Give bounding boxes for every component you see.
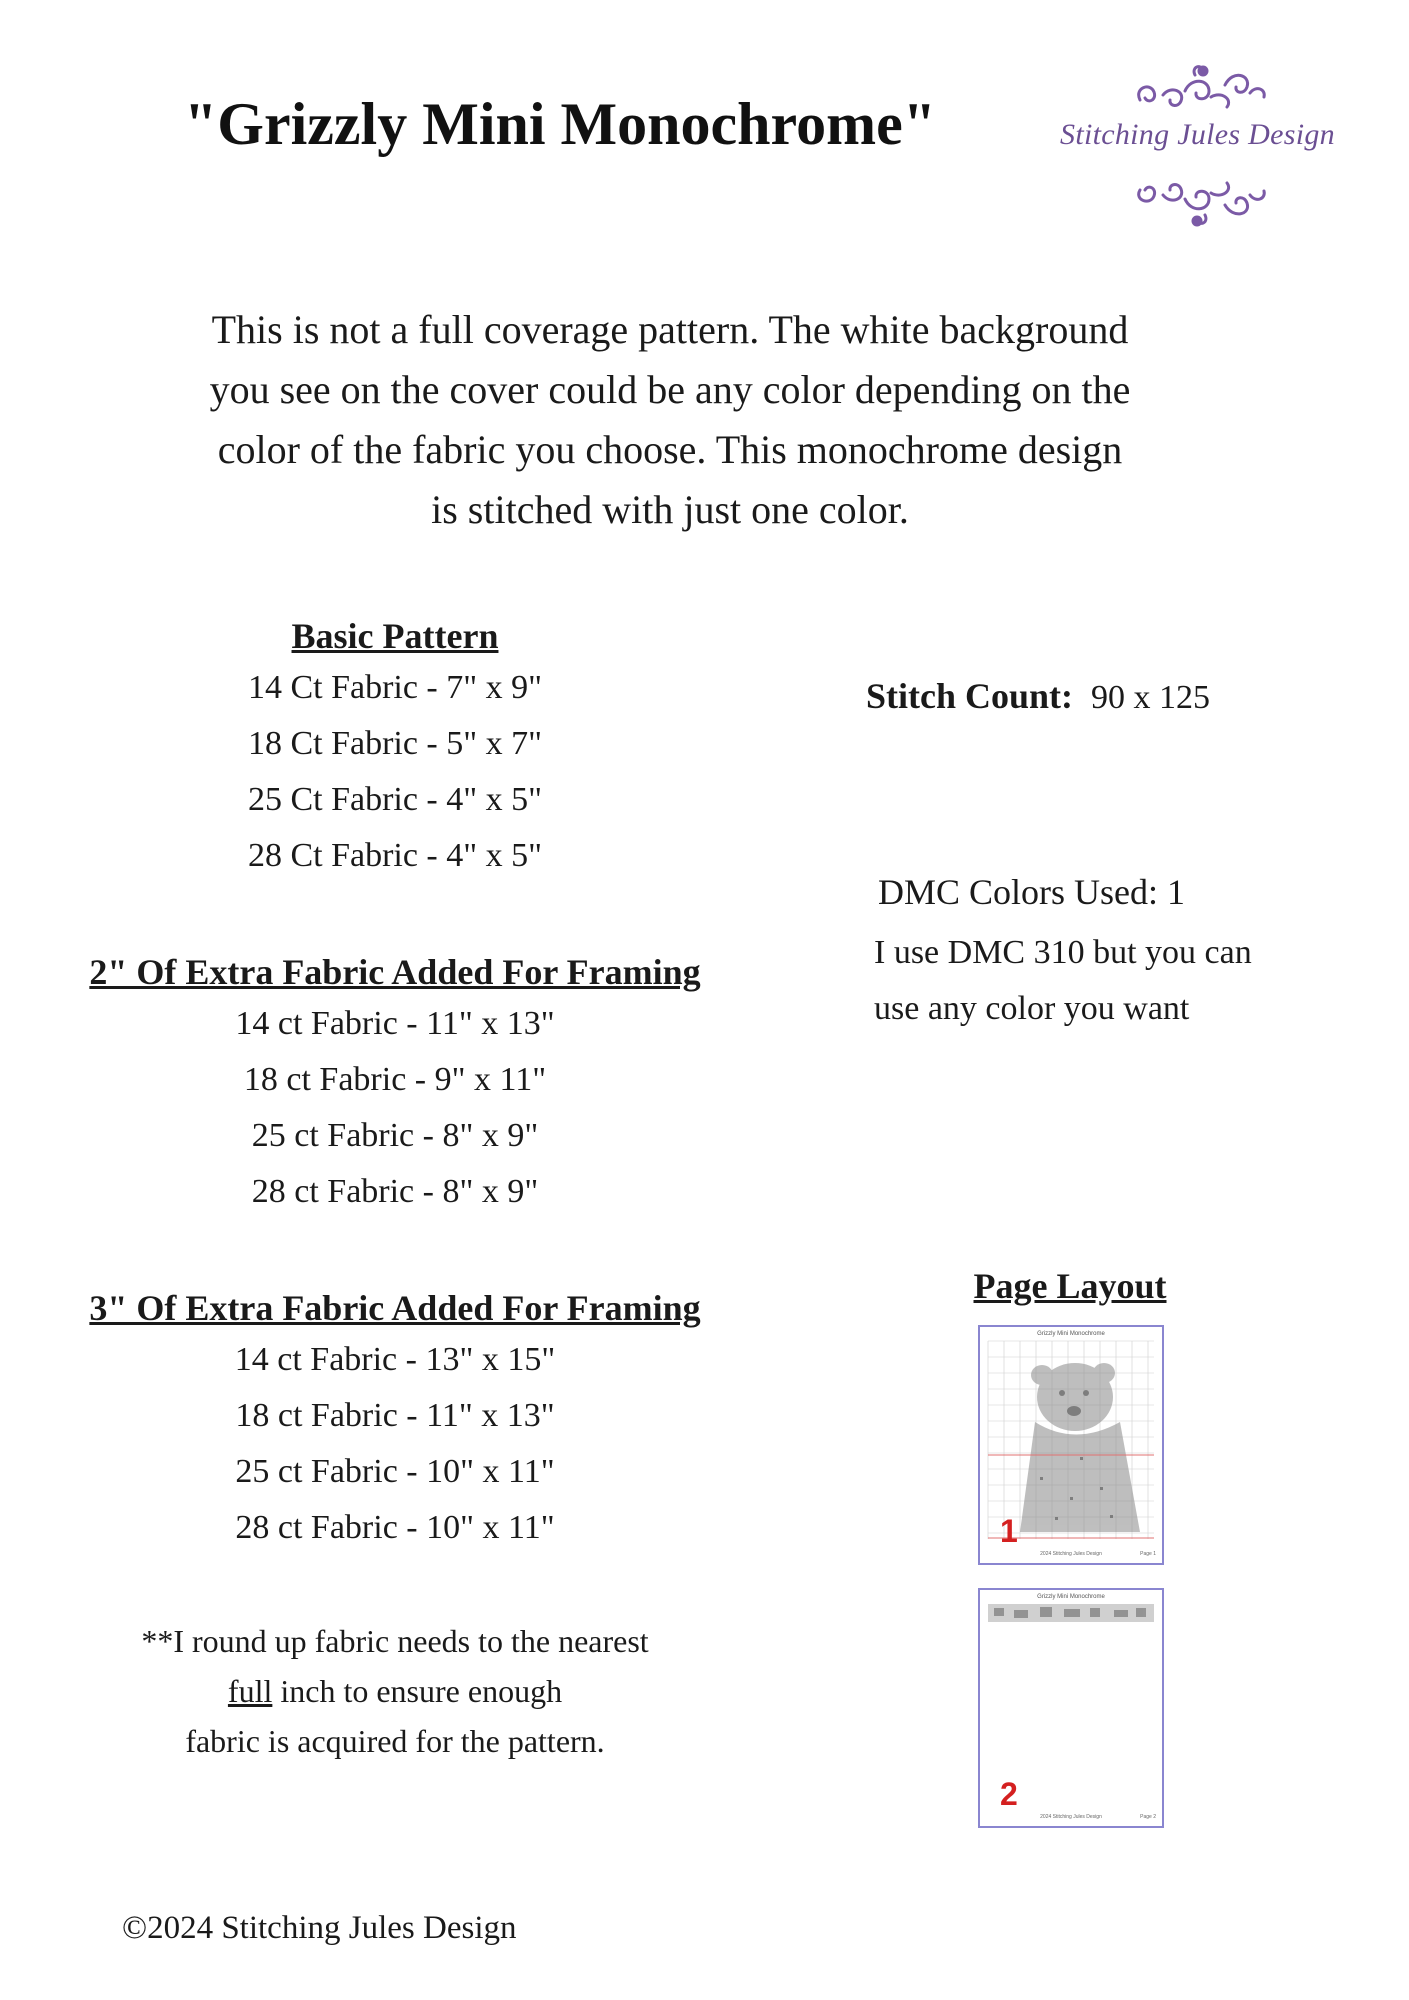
- thumb-header: Grizzly Mini Monochrome: [1037, 1594, 1105, 1600]
- page-title: "Grizzly Mini Monochrome": [183, 91, 937, 157]
- fabric-size-row: 25 Ct Fabric - 4" x 5": [247, 781, 543, 818]
- extra-3in-section: [40, 1284, 750, 1556]
- copyright-footer: ©2024 Stitching Jules Design: [122, 1910, 517, 1946]
- page-number-1: 1: [1000, 1513, 1018, 1549]
- thumb-header: Grizzly Mini Monochrome: [1037, 1331, 1105, 1337]
- rounding-note: [40, 1616, 750, 1766]
- extra-2in-section: [40, 948, 750, 1220]
- note-line: **I round up fabric needs to the nearest: [141, 1623, 649, 1659]
- page-thumbnail-2: [978, 1588, 1164, 1828]
- note-line: [40, 1666, 750, 1716]
- page-thumbnail-1: [978, 1325, 1164, 1565]
- basic-pattern-heading: Basic Pattern: [291, 616, 499, 656]
- extra-3in-heading: 3" Of Extra Fabric Added For Framing: [89, 1288, 701, 1328]
- note-line: fabric is acquired for the pattern.: [185, 1723, 605, 1759]
- brand-logo: [1035, 55, 1360, 235]
- intro-line: This is not a full coverage pattern. The white background: [211, 307, 1129, 352]
- fabric-size-row: 14 ct Fabric - 11" x 13": [235, 1005, 555, 1042]
- note-line-rest: inch to ensure enough: [272, 1673, 563, 1709]
- intro-line: color of the fabric you choose. This monochrome design: [217, 427, 1123, 472]
- intro-paragraph: [120, 300, 1220, 540]
- intro-line: is stitched with just one color.: [431, 487, 909, 532]
- dmc-description: [874, 925, 1252, 1037]
- intro-line: you see on the cover could be any color depending on the: [209, 367, 1131, 412]
- dmc-line: use any color you want: [874, 990, 1190, 1027]
- fabric-size-row: 28 Ct Fabric - 4" x 5": [247, 837, 543, 874]
- fabric-size-row: 14 Ct Fabric - 7" x 9": [247, 669, 543, 706]
- stitch-count-value: 90 x 125: [1091, 679, 1211, 716]
- fabric-size-row: 18 Ct Fabric - 5" x 7": [247, 725, 543, 762]
- fabric-size-row: 25 ct Fabric - 10" x 11": [235, 1453, 555, 1490]
- logo-text: Stitching Jules Design: [1060, 118, 1335, 151]
- fabric-size-row: 28 ct Fabric - 8" x 9": [251, 1173, 539, 1210]
- page-number-2: 2: [1000, 1776, 1018, 1812]
- fabric-size-row: 25 ct Fabric - 8" x 9": [251, 1117, 539, 1154]
- fabric-size-row: 18 ct Fabric - 9" x 11": [243, 1061, 547, 1098]
- basic-pattern-section: [40, 612, 750, 884]
- fabric-size-row: 14 ct Fabric - 13" x 15": [234, 1341, 556, 1378]
- thumb-footer: 2024 Stitching Jules Design: [1040, 1551, 1102, 1557]
- stitch-count: [866, 672, 1210, 722]
- thumb-footer: 2024 Stitching Jules Design: [1040, 1814, 1102, 1820]
- dmc-colors-label: DMC Colors Used: 1: [878, 872, 1186, 912]
- dmc-line: I use DMC 310 but you can: [874, 934, 1252, 971]
- stitch-count-label: Stitch Count:: [866, 676, 1074, 716]
- note-underlined-word: full: [227, 1673, 273, 1709]
- extra-2in-heading: 2" Of Extra Fabric Added For Framing: [89, 952, 701, 992]
- page-layout-heading: Page Layout: [973, 1266, 1167, 1306]
- fabric-size-row: 28 ct Fabric - 10" x 11": [235, 1509, 555, 1546]
- fabric-size-row: 18 ct Fabric - 11" x 13": [235, 1397, 555, 1434]
- thumb-page-label: Page 1: [1140, 1551, 1156, 1557]
- thumb-page-label: Page 2: [1140, 1814, 1156, 1820]
